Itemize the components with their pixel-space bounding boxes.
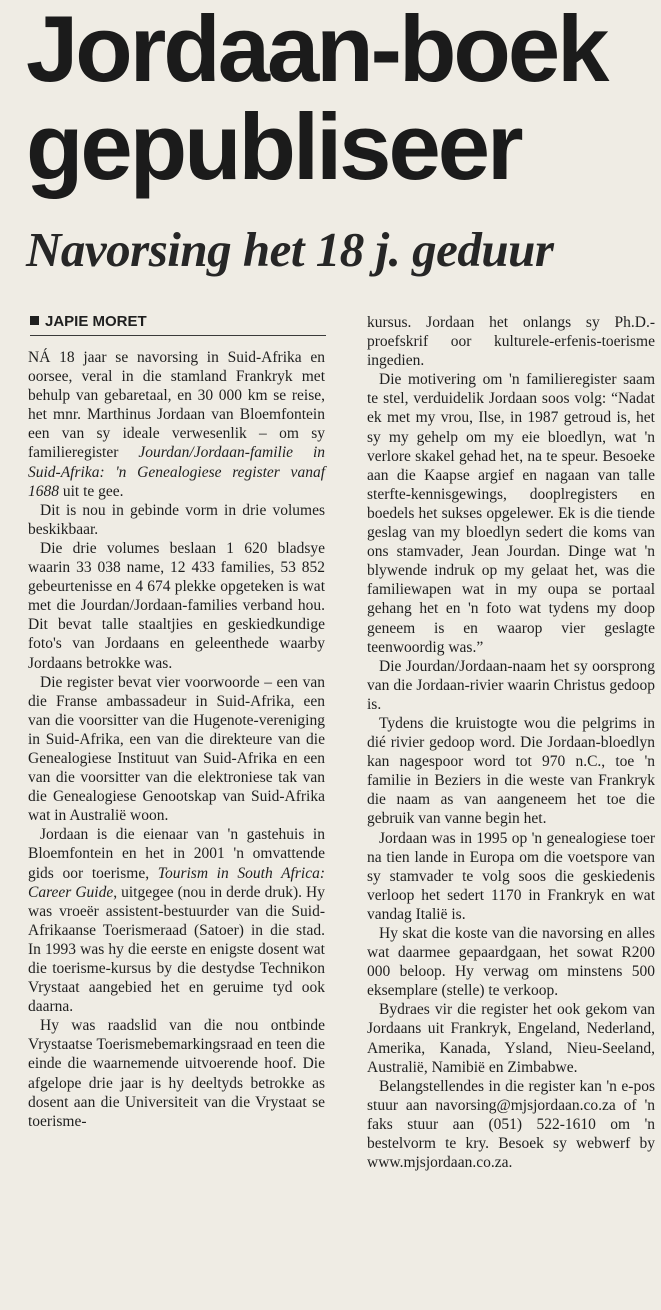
paragraph [28, 673, 325, 826]
headline: Jordaan-boek gepubliseer [26, 0, 607, 199]
paragraph [367, 657, 655, 714]
paragraph-text: Die register bevat vier voorwoorde – een van die Franse ambassadeur in Suid-Afrika, een van die voorsitter van die Hugenote-vereniging in Suid-Afrika, een van die direkteure van die Genealogiese Instituut van Suid-Afrika en een van die voorsitter van die elektroniese tak van die Genealogiese Genootskap van Suid-Afrika wat in Australië woon. [28, 673, 325, 825]
article-column-2 [367, 313, 655, 1172]
subheadline: Navorsing het 18 j. geduur [26, 222, 554, 277]
paragraph-text: Belangstellendes in die register kan 'n e-pos stuur aan navorsing@mjsjordaan.co.za of 'n faks stuur aan (051) 522-1610 om 'n bestelvorm te kry. Besoek sy webwerf by www.mjsjordaan.co.za. [367, 1077, 655, 1172]
paragraph [367, 714, 655, 829]
paragraph [28, 825, 325, 1016]
paragraph [367, 924, 655, 1000]
paragraph-text: Dit is nou in gebinde vorm in drie volumes beskikbaar. [28, 501, 325, 538]
paragraph-text: Die motivering om 'n familieregister saam te stel, verduidelik Jordaan soos volg: “Nadat ek met my vrou, Ilse, in 1987 getroud is, het sy my gehelp om my eie bloedlyn, wat 'n verlore skakel gehad het, na te speur. Besoeke aan die Kaapse argief en nagaan van talle sterfte-kennisgewings, dooplregisters en boedels het sukses opgelewer. Ek is die tiende geslag van my bloedlyn sedert die koms van ons stamvader, Jean Jourdan. Dinge wat 'n blywende indruk op my gelaat het, was die familiewapen wat in my oupa se portaal gehang het en 'n foto wat tydens my doop geneem is en waarop vier geslagte teenwoordig was.” [367, 371, 655, 656]
paragraph [367, 370, 655, 656]
paragraph-text: , uitgegee (nou in derde druk). Hy was vroeër assistent-bestuurder van die Suid-Afrikaanse Toerismeraad (Satoer) in die stad. In 1993 was hy die eerste en enigste dosent wat die toerisme-kursus by die destydse Technikon Vrystaat aangebied het en geruime tyd ook daarna. [28, 883, 325, 1016]
paragraph [367, 1000, 655, 1076]
paragraph [367, 829, 655, 924]
paragraph-text: NÁ 18 jaar se navorsing in Suid-Afrika en oorsee, veral in die stamland Frankryk met behulp van gebaretaal, en 30 000 km se reise, het mnr. Marthinus Jordaan van Bloemfontein een van sy ideale verwesenlik – om sy familieregister [28, 349, 325, 462]
paragraph [28, 1016, 325, 1131]
paragraph-text: Jordaan is die eienaar van 'n gastehuis in Bloemfontein en het in 2001 'n omvattende gids oor toerisme, [28, 826, 325, 882]
paragraph-text: Die drie volumes beslaan 1 620 bladsye waarin 33 038 name, 12 433 families, 53 852 gebeurtenisse en 4 674 plekke opgeteken is wat met die Jourdan/Jordaan-families verband hou. Dit bevat talle staaltjies en geskiedkundige foto's van Jordaans en geleenthede waarby Jordaans betrokke was. [28, 539, 325, 672]
paragraph [28, 539, 325, 673]
paragraph-text: Jordaan was in 1995 op 'n genealogiese toer na tien lande in Europa om die voetspore van sy stamvader te volg soos die geskiedenis verloop het sedert 1170 in Frankryk en wat vandag Italië is. [367, 829, 655, 923]
paragraph-text: Die Jourdan/Jordaan-naam het sy oorsprong van die Jordaan-rivier waarin Christus gedoop is. [367, 657, 655, 713]
byline-square-icon [30, 316, 39, 325]
paragraph [28, 501, 325, 539]
paragraph-text: Tydens die kruistogte wou die pelgrims in dié rivier gedoop word. Die Jordaan-bloedlyn kan nagespoor word tot 970 n.C., toe 'n familie in Beziers in die weste van Frankryk die naam as van aangeneem het toe die gebruik van vanne begin het. [367, 714, 655, 828]
paragraph-text: Hy skat die koste van die navorsing en alles wat daarmee gepaardgaan, het sowat R200 000 beloop. Hy verwag om minstens 500 eksemplare (stelle) te verkoop. [367, 925, 655, 1000]
paragraph-text: Bydraes vir die register het ook gekom van Jordaans uit Frankryk, Engeland, Nederland, Amerika, Kanada, Ysland, Nieu-Seeland, Australië, Namibië en Zimbabwe. [367, 1001, 655, 1076]
paragraph-text: Hy was raadslid van die nou ontbinde Vrystaatse Toerismebemarkingsraad en teen die einde die waarnemende uitvoerende hoof. Die afgelope drie jaar is hy deeltyds betrokke as dosent aan die Universiteit van die Vrystaat se toerisme- [28, 1017, 325, 1130]
paragraph [367, 1077, 655, 1172]
byline [30, 313, 326, 336]
paragraph [28, 348, 325, 501]
byline-author: JAPIE MORET [45, 313, 147, 330]
book-title: Tourism in South Africa: Career Guide [28, 864, 325, 901]
article-column-1 [28, 348, 325, 1131]
paragraph-text: uit te gee. [59, 482, 124, 500]
book-title: Jourdan/Jordaan-familie in Suid-Afrika: 'n Genealogiese register vanaf 1688 [28, 444, 325, 500]
paragraph-text: kursus. Jordaan het onlangs sy Ph.D.-proefskrif oor kulturele-erfenis-toerisme ingedien. [367, 314, 655, 370]
paragraph [367, 313, 655, 370]
